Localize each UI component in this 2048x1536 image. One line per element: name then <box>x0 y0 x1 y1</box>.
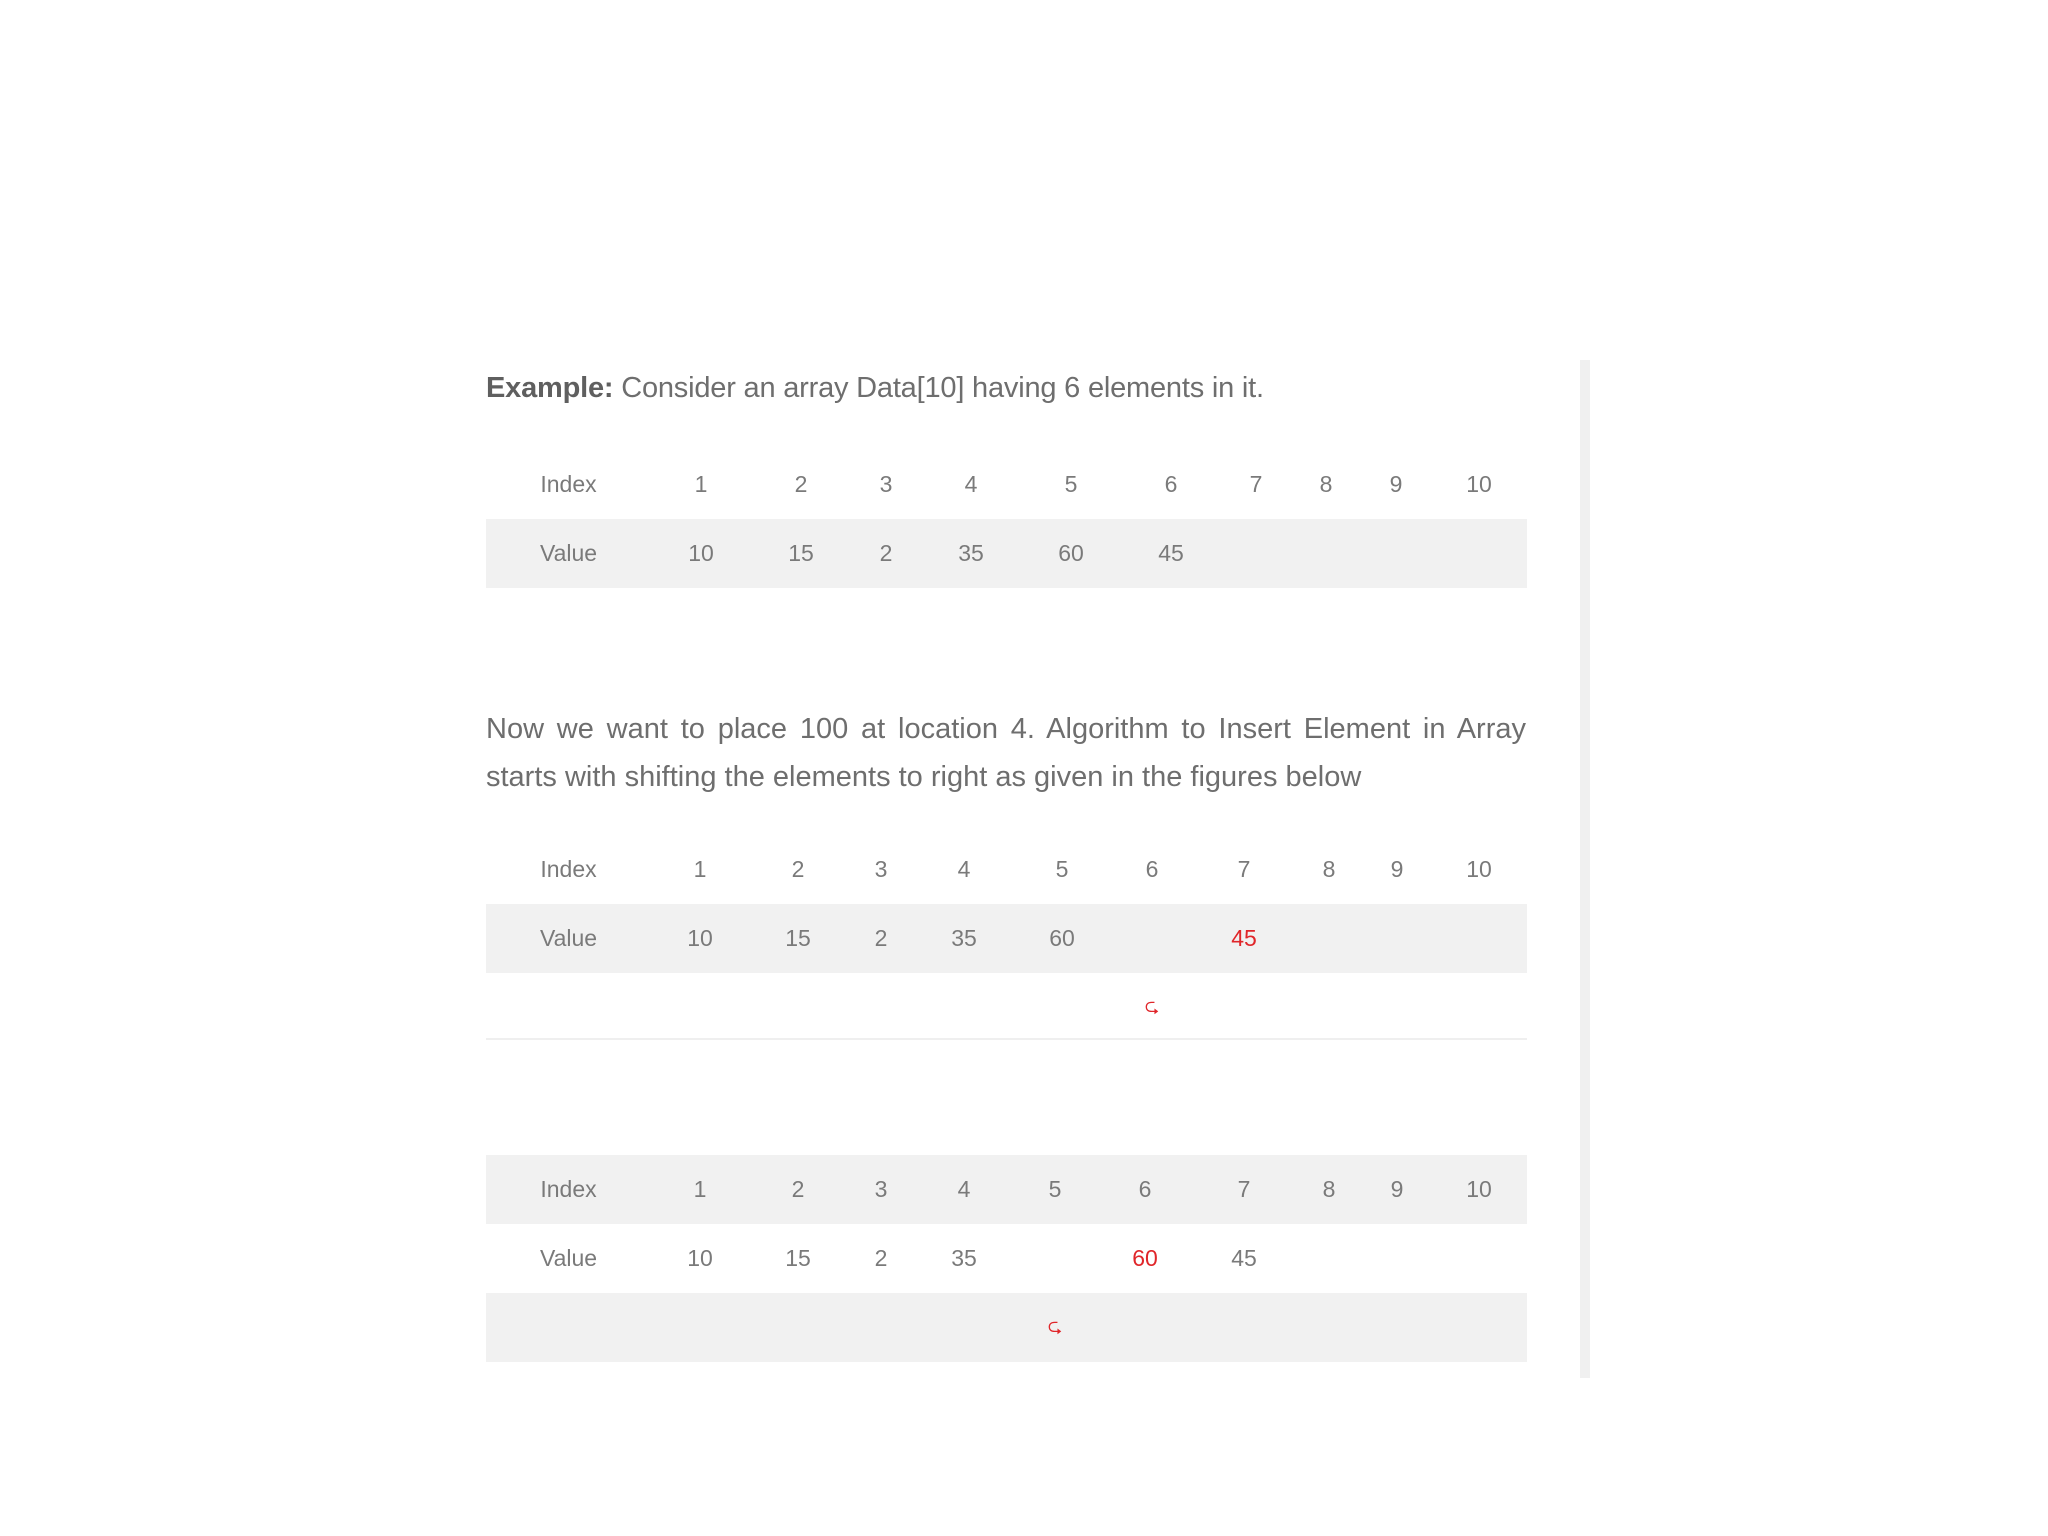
index-cell: 8 <box>1319 471 1333 497</box>
index-cell: 7 <box>1249 471 1263 497</box>
index-cell: 3 <box>874 856 888 882</box>
example-label: Example: <box>486 372 614 404</box>
value-row <box>486 519 1527 588</box>
index-cell: 4 <box>957 856 971 882</box>
scrollbar-track[interactable] <box>1580 360 1590 1378</box>
value-cell: 60 <box>1013 904 1111 973</box>
value-cell <box>1221 519 1291 588</box>
index-cell: 2 <box>794 471 808 497</box>
value-cell: 60 <box>1021 519 1121 588</box>
index-cell: 2 <box>791 856 805 882</box>
value-cell: 10 <box>687 1245 713 1271</box>
example-intro <box>486 372 1264 405</box>
value-cell: 2 <box>851 519 921 588</box>
index-cell: 1 <box>694 471 708 497</box>
value-cell-shifted: 60 <box>1132 1245 1158 1271</box>
value-cell: 45 <box>1121 519 1221 588</box>
index-cell: 10 <box>1466 856 1492 882</box>
value-cell <box>1363 904 1431 973</box>
index-cell: 7 <box>1193 1155 1295 1224</box>
index-cell: 7 <box>1237 856 1251 882</box>
index-cell: 3 <box>879 471 893 497</box>
value-row <box>486 904 1527 973</box>
value-label: Value <box>539 1245 598 1271</box>
index-row <box>486 450 1527 519</box>
value-cell: 15 <box>785 1245 811 1271</box>
value-cell <box>1431 519 1527 588</box>
value-cell: 35 <box>915 904 1013 973</box>
value-cell: 2 <box>874 1245 888 1271</box>
value-cell <box>1111 904 1193 973</box>
index-cell: 5 <box>1064 471 1078 497</box>
index-cell: 10 <box>1431 1155 1527 1224</box>
value-cell <box>1013 1224 1097 1293</box>
arrow-row <box>486 1293 1527 1362</box>
array-table-shift-1 <box>486 835 1527 1042</box>
value-label: Value <box>486 904 651 973</box>
index-cell: 1 <box>651 1155 749 1224</box>
index-row <box>486 1155 1527 1224</box>
value-cell: 35 <box>921 519 1021 588</box>
index-cell: 6 <box>1164 471 1178 497</box>
value-cell: 10 <box>651 519 751 588</box>
value-cell: 10 <box>651 904 749 973</box>
value-cell <box>1431 904 1527 973</box>
index-label: Index <box>486 1155 651 1224</box>
index-row <box>486 835 1527 904</box>
index-label: Index <box>540 856 597 882</box>
index-cell: 8 <box>1322 856 1336 882</box>
index-cell: 5 <box>1013 1155 1097 1224</box>
index-cell: 9 <box>1390 856 1404 882</box>
index-cell: 9 <box>1363 1155 1431 1224</box>
index-cell: 2 <box>749 1155 847 1224</box>
example-text: Consider an array Data[10] having 6 elements in it. <box>613 372 1264 404</box>
array-table-shift-2 <box>486 1155 1527 1362</box>
value-row <box>486 1224 1527 1293</box>
value-cell <box>1295 1224 1363 1293</box>
index-cell: 6 <box>1097 1155 1193 1224</box>
value-cell: 45 <box>1231 1245 1257 1271</box>
arrow-row <box>486 973 1527 1042</box>
array-table-initial <box>486 450 1527 588</box>
index-cell: 5 <box>1055 856 1069 882</box>
shift-right-arrow-icon: ⮎ <box>1144 996 1160 1017</box>
index-cell: 3 <box>847 1155 915 1224</box>
value-cell <box>1291 519 1361 588</box>
value-label: Value <box>486 519 651 588</box>
value-cell <box>1363 1224 1431 1293</box>
section-divider <box>486 1038 1527 1040</box>
index-cell: 9 <box>1389 471 1403 497</box>
value-cell: 35 <box>951 1245 977 1271</box>
value-cell-shifted: 45 <box>1193 904 1295 973</box>
index-cell: 1 <box>693 856 707 882</box>
value-cell <box>1361 519 1431 588</box>
index-cell: 4 <box>915 1155 1013 1224</box>
index-cell: 10 <box>1466 471 1492 497</box>
value-cell: 2 <box>847 904 915 973</box>
index-cell: 4 <box>964 471 978 497</box>
index-cell: 8 <box>1295 1155 1363 1224</box>
index-cell: 6 <box>1145 856 1159 882</box>
value-cell <box>1295 904 1363 973</box>
value-cell: 15 <box>749 904 847 973</box>
explanation-paragraph: Now we want to place 100 at location 4. Algorithm to Insert Element in Array starts with shifting the elements to right as given in the figures below <box>486 713 1526 793</box>
shift-right-arrow-icon: ⮎ <box>1047 1316 1063 1337</box>
value-cell <box>1431 1224 1527 1293</box>
index-label: Index <box>540 471 597 497</box>
value-cell: 15 <box>751 519 851 588</box>
